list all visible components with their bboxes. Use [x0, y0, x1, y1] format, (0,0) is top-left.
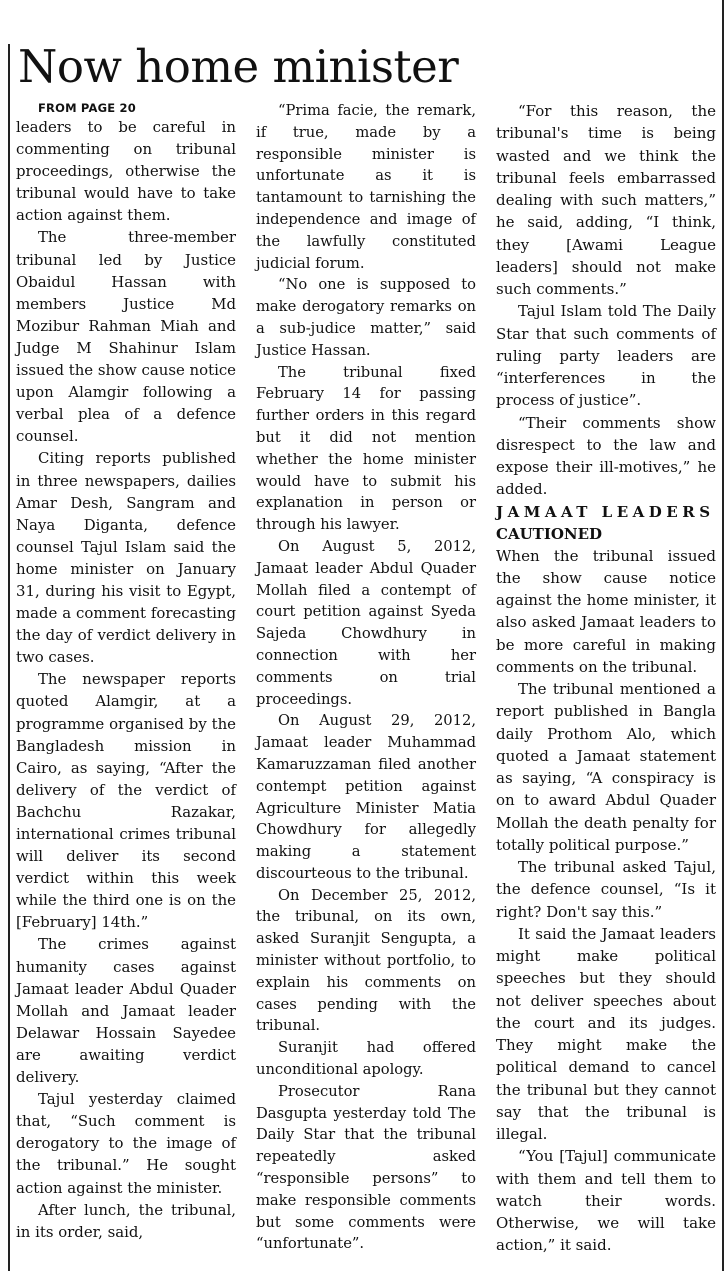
paragraph: leaders to be careful in commenting on tribunal proceedings, otherwise the tribunal would have to take action against them.: [16, 118, 236, 225]
kicker-from-page: FROM PAGE 20: [38, 101, 136, 115]
headline: Now home minister: [18, 40, 459, 93]
paragraph: “No one is supposed to make derogatory remarks on a sub-judice matter,” said Justice Hassan.: [256, 276, 476, 359]
paragraph: Prosecutor Rana Dasgupta yesterday told The Daily Star that the tribunal repeatedly asked “responsible persons” to make responsible comments but some comments were “unfortunate”.: [256, 1082, 476, 1253]
paragraph: “Prima facie, the remark, if true, made by a responsible minister is unfortunate as it is tantamount to tarnishing the independence and image of the lawfully constituted judicial forum.: [256, 102, 476, 272]
paragraph: The tribunal mentioned a report published in Bangla daily Prothom Alo, which quoted a Jamaat statement as saying, “A conspiracy is on to award Abdul Quader Mollah the death penalty for totally political purpose.”: [496, 680, 716, 854]
paragraph: Tajul yesterday claimed that, “Such comment is derogatory to the image of the tribunal.” He sought action against the minister.: [16, 1090, 236, 1197]
subhead-jamaat-leaders-cautioned: [496, 501, 716, 545]
paragraph: When the tribunal issued the show cause notice against the home minister, it also asked Jamaat leaders to be more careful in making comments on the tribunal.: [496, 546, 716, 676]
article-column-2: [256, 100, 476, 1255]
paragraph: On August 29, 2012, Jamaat leader Muhammad Kamaruzzaman filed another contempt petition against Agriculture Minister Matia Chowdhury for allegedly making a statement discourteous to the tribunal.: [256, 712, 476, 882]
paragraph: After lunch, the tribunal, in its order, said,: [16, 1200, 236, 1241]
paragraph: “Their comments show disrespect to the law and expose their ill-motives,” he added.: [496, 413, 716, 499]
subhead-line-2: CAUTIONED: [496, 524, 603, 543]
article-column-1: [16, 100, 236, 1243]
paragraph: The tribunal fixed February 14 for passing further orders in this regard but it did not mention whether the home minister would have to submit his explanation in person or through his lawyer.: [256, 363, 476, 534]
paragraph: Suranjit had offered unconditional apology.: [256, 1039, 476, 1079]
paragraph: It said the Jamaat leaders might make political speeches but they should not deliver speeches about the court and its judges. They might make the political demand to cancel the tribunal but they cannot say that the tribunal is illegal.: [496, 924, 716, 1143]
paragraph: The tribunal asked Tajul, the defence counsel, “Is it right? Don't say this.”: [496, 858, 716, 921]
paragraph: The crimes against humanity cases against Jamaat leader Abdul Quader Mollah and Jamaat leader Delawar Hossain Sayedee are awaiting verdict delivery.: [16, 935, 236, 1087]
subhead-line-1: JAMAAT LEADERS: [496, 502, 715, 521]
article-column-3: [496, 100, 716, 1257]
paragraph: “You [Tajul] communicate with them and tell them to watch their words. Otherwise, we will take action,” it said.: [496, 1147, 716, 1255]
column-rule-left: [8, 44, 10, 1271]
paragraph: Tajul Islam told The Daily Star that such comments of ruling party leaders are “interferences in the process of justice”.: [496, 302, 716, 410]
paragraph: On August 5, 2012, Jamaat leader Abdul Quader Mollah filed a contempt of court petition against Syeda Sajeda Chowdhury in connection with her comments on trial proceedings.: [256, 537, 476, 708]
column-rule-right: [722, 0, 724, 1271]
paragraph: Citing reports published in three newspapers, dailies Amar Desh, Sangram and Naya Diganta, defence counsel Tajul Islam said the home minister on January 31, during his visit to Egypt, made a comment forecasting the day of verdict delivery in two cases.: [16, 449, 236, 667]
paragraph: On December 25, 2012, the tribunal, on its own, asked Suranjit Sengupta, a minister without portfolio, to explain his comments on cases pending with the tribunal.: [256, 886, 476, 1035]
paragraph: The newspaper reports quoted Alamgir, at a programme organised by the Bangladesh mission in Cairo, as saying, “After the delivery of the verdict of Bachchu Razakar, international crimes tribunal will deliver its second verdict within this week while the third one is on the [February] 14th.”: [16, 670, 236, 932]
paragraph: “For this reason, the tribunal's time is being wasted and we think the tribunal feels embarrassed dealing with such matters,” he said, adding, “I think, they [Awami League leaders] should not make such comments.”: [496, 102, 716, 298]
paragraph: The three-member tribunal led by Justice Obaidul Hassan with members Justice Md Mozibur Rahman Miah and Judge M Shahinur Islam issued the show cause notice upon Alamgir following a verbal plea of a defence counsel.: [16, 228, 236, 446]
